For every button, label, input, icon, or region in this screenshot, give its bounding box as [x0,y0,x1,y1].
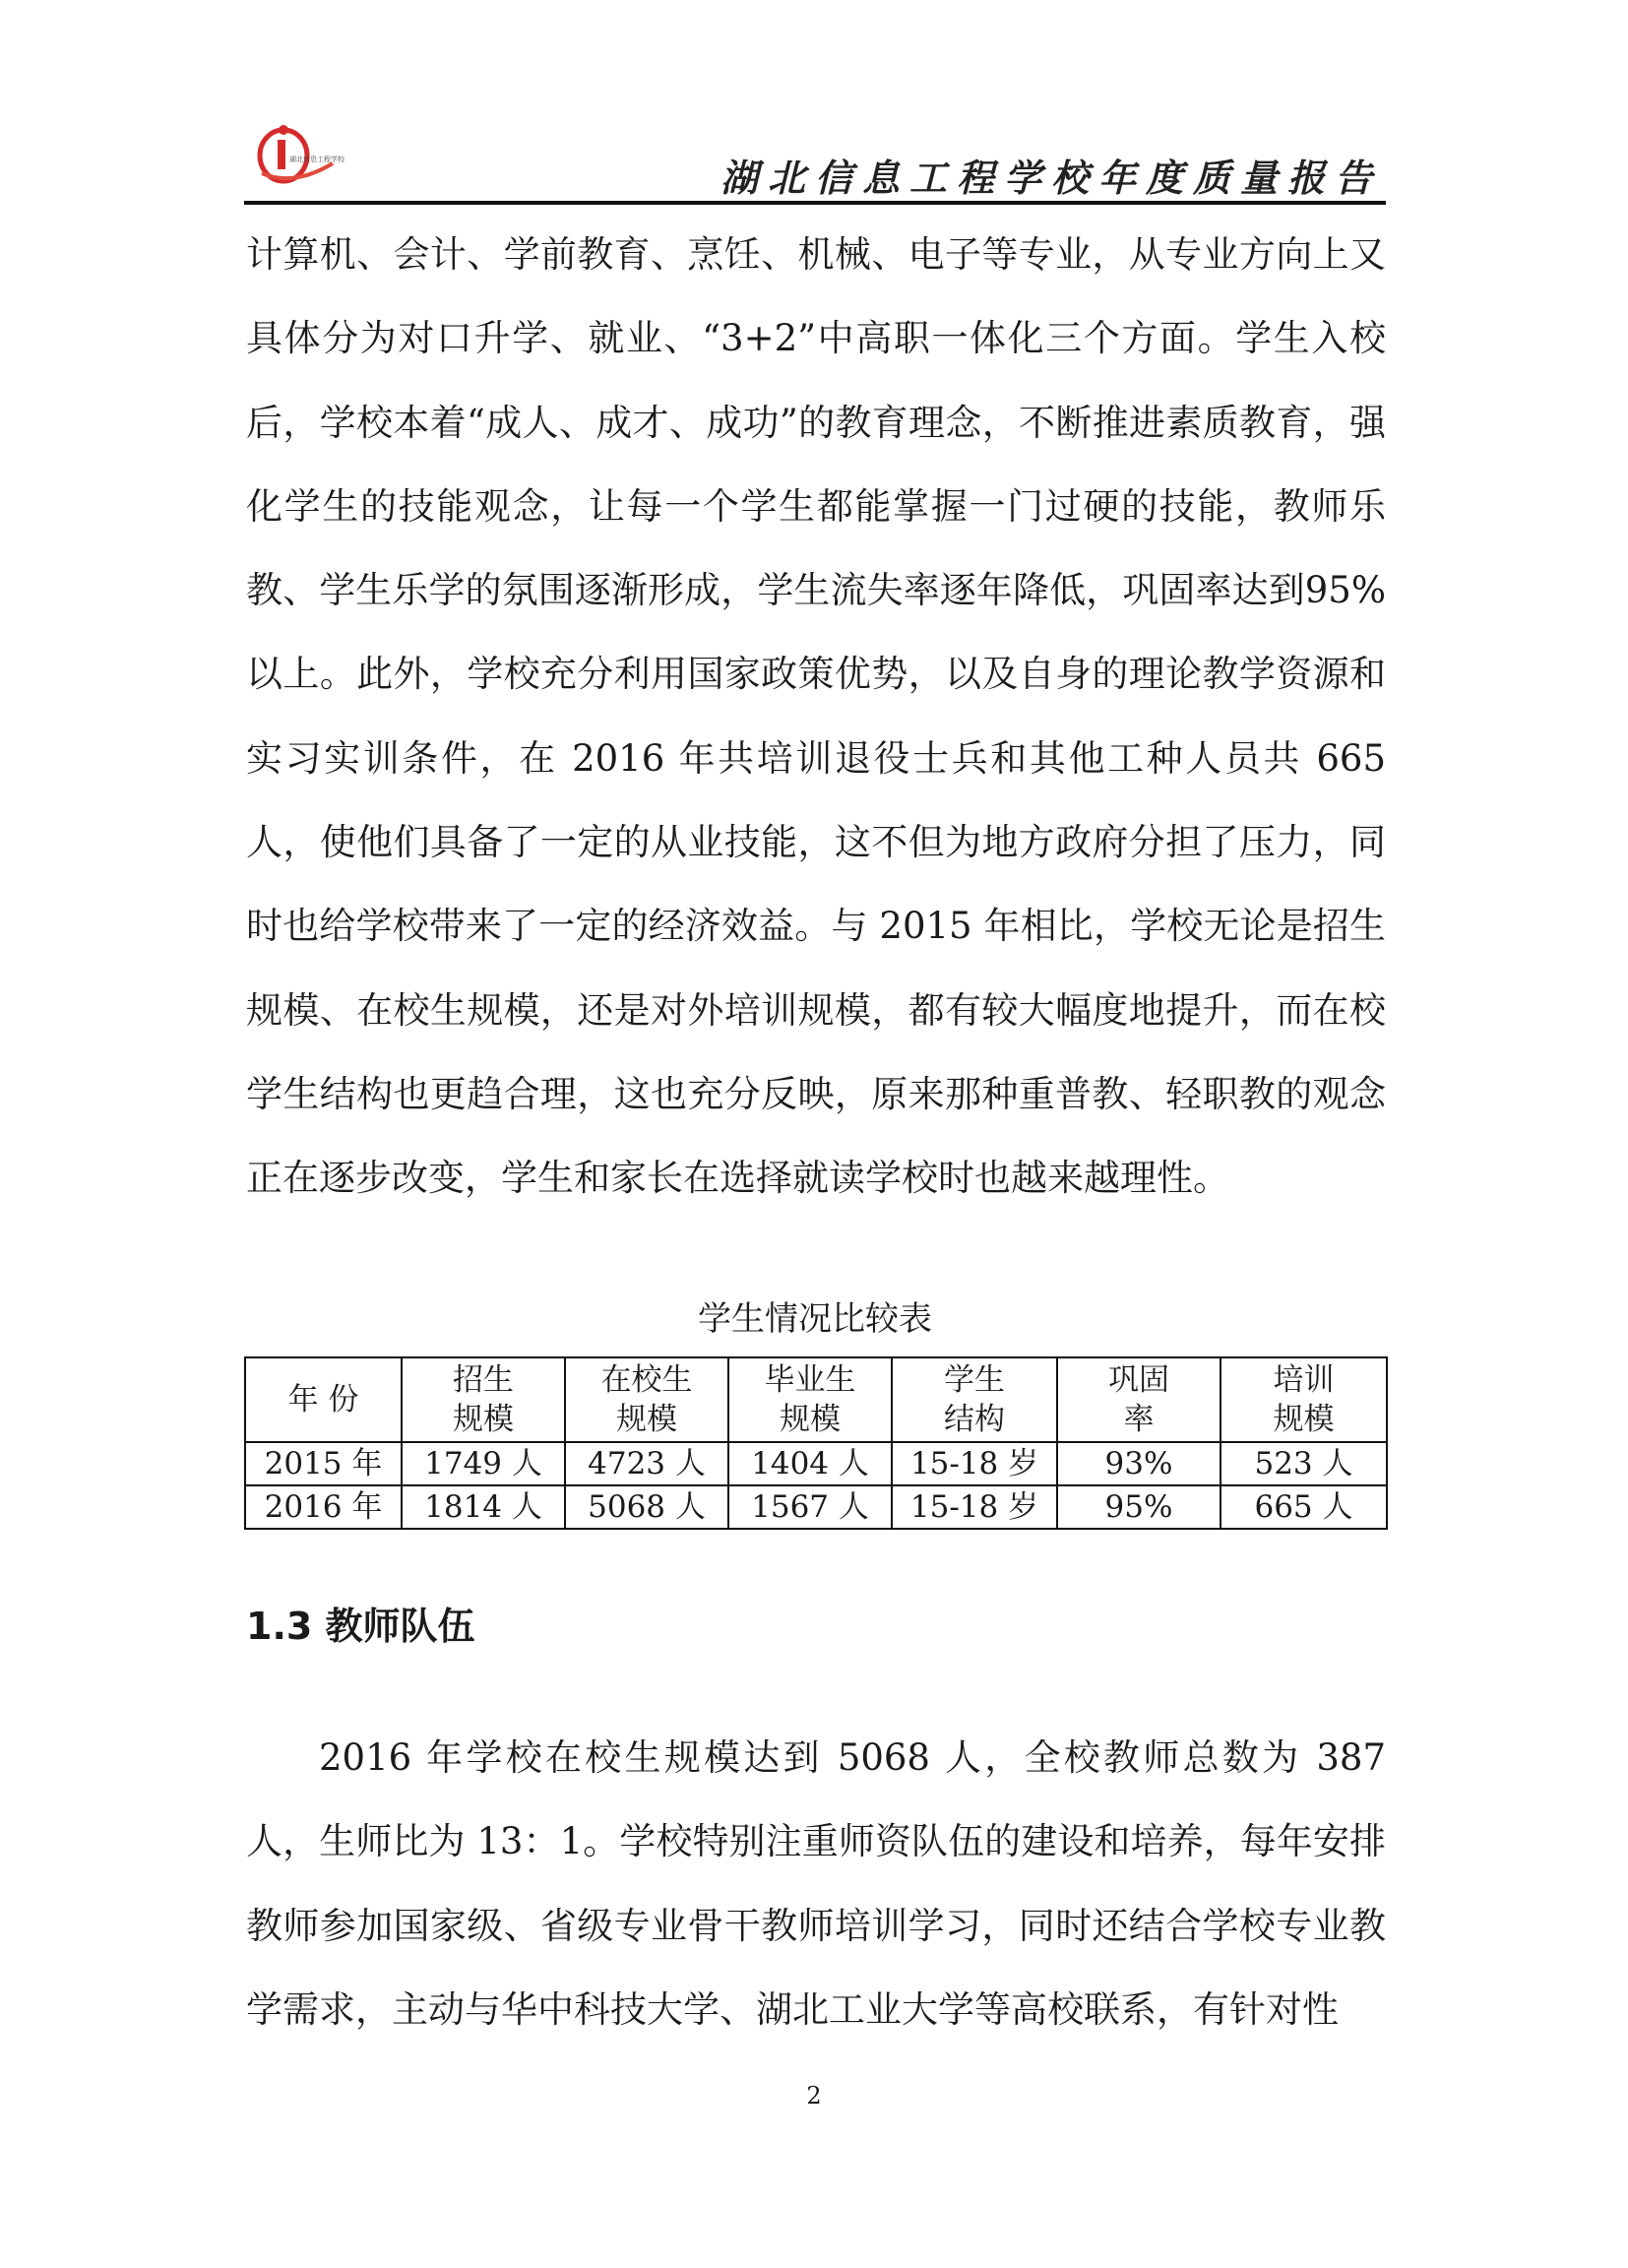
table-row [245,1485,1387,1529]
table-cell: 1404 人 [728,1442,892,1485]
header-divider [244,201,1386,205]
section-heading: 1.3 教师队伍 [246,1605,475,1648]
table-cell: 1567 人 [728,1485,892,1529]
table-cell: 93% [1057,1442,1221,1485]
report-title: 湖北信息工程学校年度质量报告 [720,156,1382,200]
table-cell: 1749 人 [402,1442,565,1485]
table-header-cell: 毕业生 规模 [728,1357,892,1442]
school-logo-icon [254,112,344,191]
page-header [244,108,1386,205]
table-caption: 学生情况比较表 [698,1299,932,1339]
table-header-cell: 招生 规模 [402,1357,565,1442]
paragraph-programs: 计算机、会计、学前教育、烹饪、机械、电子等专业，从专业方向上又具体分为对口升学、就业、“3+2”中高职一体化三个方面。学生入校后，学校本着“成人、成才、成功”的教育理念，不断推进素质教育，强化学生的技能观念，让每一个学生都能掌握一门过硬的技能，教师乐教、学生乐学的氛围逐渐形成，学生流失率逐年降低，巩固率达到95%以上。此外，学校充分利用国家政策优势，以及自身的理论教学资源和实习实训条件，在 2016 年共培训退役士兵和其他工种人员共 665 人，使他们具备了一定的从业技能，这不但为地方政府分担了压力，同时也给学校带来了一定的经济效益。与 2015 年相比，学校无论是招生规模、在校生规模，还是对外培训规模，都有较大幅度地提升，而在校学生结构也更趋合理，这也充分反映，原来那种重普教、轻职教的观念正在逐步改变，学生和家长在选择就读学校时也越来越理性。 [246,233,1386,1200]
table-cell: 523 人 [1221,1442,1387,1485]
table-header-cell: 巩固 率 [1057,1357,1221,1442]
table-cell: 95% [1057,1485,1221,1529]
student-comparison-table [244,1356,1388,1530]
school-logo [254,112,344,191]
table-cell: 4723 人 [565,1442,728,1485]
page-number: 2 [806,2082,822,2110]
table-header-cell: 培训 规模 [1221,1357,1387,1442]
table-cell: 1814 人 [402,1485,565,1529]
table-cell: 15-18 岁 [892,1485,1057,1529]
table-cell-year: 2015 年 [245,1442,402,1485]
table-header-cell: 学生 结构 [892,1357,1057,1442]
paragraph-teachers: 2016 年学校在校生规模达到 5068 人，全校教师总数为 387 人，生师比为 13：1。学校特别注重师资队伍的建设和培养，每年安排教师参加国家级、省级专业骨干教师培训学习，同时还结合学校专业教学需求，主动与华中科技大学、湖北工业大学等高校联系，有针对性 [246,1736,1386,2031]
table-cell: 665 人 [1221,1485,1387,1529]
table-header-row [245,1357,1387,1442]
table-row [245,1442,1387,1485]
table-cell: 5068 人 [565,1485,728,1529]
table-header-cell: 在校生 规模 [565,1357,728,1442]
table-cell: 15-18 岁 [892,1442,1057,1485]
table-header-cell: 年 份 [245,1357,402,1442]
logo-caption: 湖北信息工程学校 [289,156,344,163]
table-cell-year: 2016 年 [245,1485,402,1529]
